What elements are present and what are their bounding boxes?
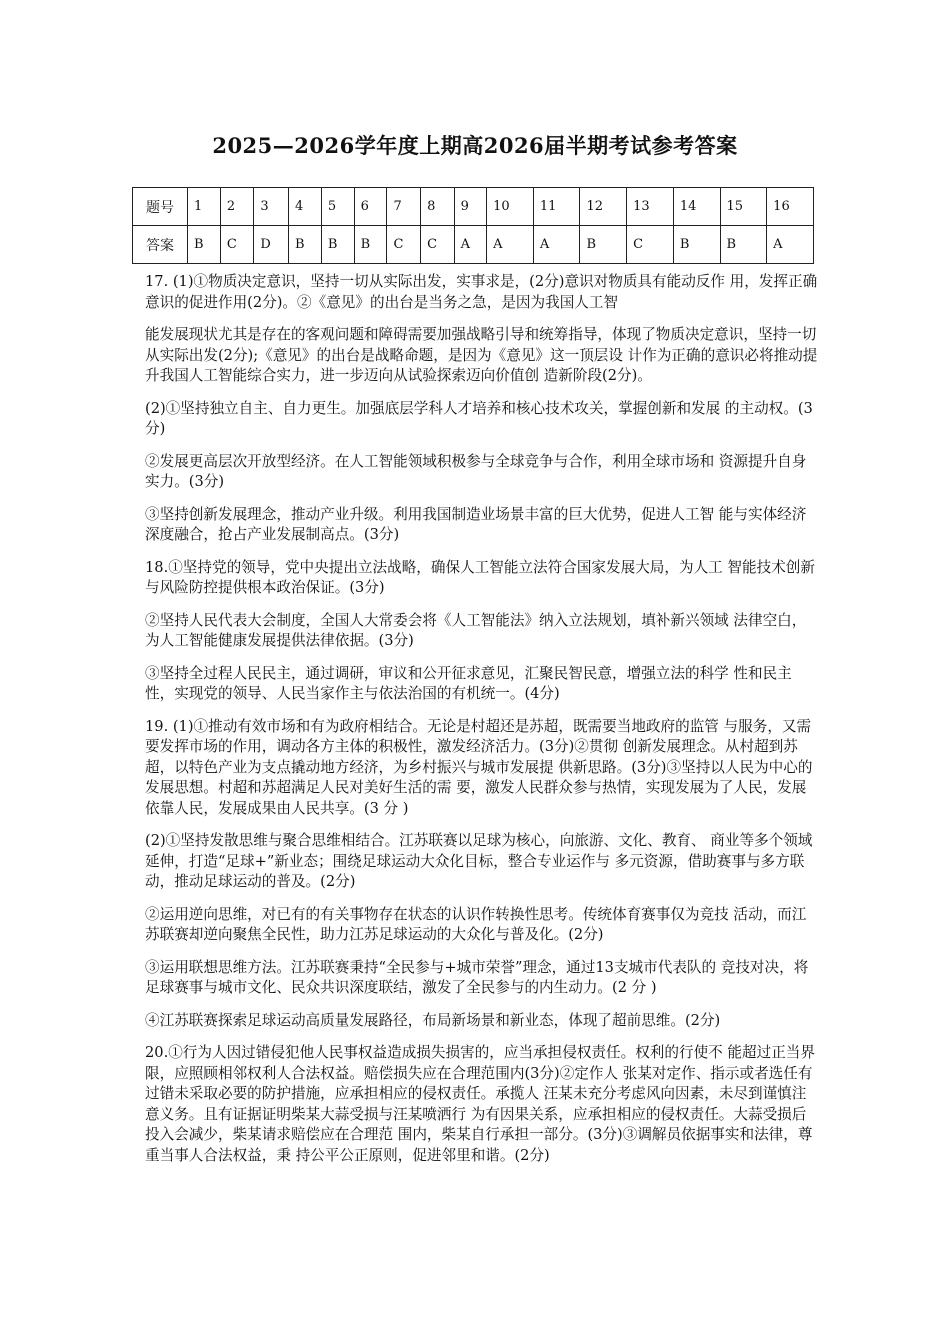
table-cell: B xyxy=(188,226,221,264)
paragraph-q19-part2-item2: ②运用逆向思维，对已有的有关事物存在状态的认识作转换性思考。传统体育赛事仅为竞技 活动，而江苏联赛却逆向聚焦全民性，助力江苏足球运动的大众化与普及化。(2分) xyxy=(145,905,807,943)
table-cell: 15 xyxy=(720,188,767,226)
paragraph-q19-part2-item4: ④江苏联赛探索足球运动高质量发展路径，布局新场景和新业态，体现了超前思维。(2分) xyxy=(145,1011,721,1029)
table-cell: B xyxy=(321,226,354,264)
table-cell: 8 xyxy=(421,188,455,226)
table-cell: 1 xyxy=(188,188,221,226)
table-row-numbers xyxy=(133,188,814,226)
row-header-answer: 答案 xyxy=(133,226,188,264)
paragraph-q17-part1-cont: 能发展现状尤其是存在的客观问题和障碍需要加强战略引导和统筹指导，体现了物质决定意识，坚持一切从实际出发(2分);《意见》的出台是战略命题，是因为《意见》这一顶层设 计作为正确的意识必将推动提升我国人工智能综合实力，进一步迈向从试验探索迈向价值创 造新阶段(2分)。 xyxy=(145,326,818,384)
table-cell: D xyxy=(254,226,289,264)
table-cell: C xyxy=(627,226,674,264)
table-cell: 4 xyxy=(288,188,321,226)
table-cell: 6 xyxy=(354,188,387,226)
table-cell: 7 xyxy=(387,188,421,226)
table-cell: B xyxy=(580,226,627,264)
paragraph-q18-item3: ③坚持全过程人民民主，通过调研，审议和公开征求意见，汇聚民智民意，增强立法的科学 性和民主性，实现党的领导、人民当家作主与依法治国的有机统一。(4分) xyxy=(145,664,792,702)
table-cell: 10 xyxy=(487,188,534,226)
table-cell: B xyxy=(720,226,767,264)
table-cell: 16 xyxy=(767,188,814,226)
table-cell: 14 xyxy=(673,188,720,226)
paragraph-q20: 20.①行为人因过错侵犯他人民事权益造成损失损害的，应当承担侵权责任。权利的行使不 能超过正当界限，应照顾相邻权利人合法权益。赔偿损失应在合理范围内(3分)②定作人 张某对定作、指示或者选任有过错未采取必要的防护措施，应承担相应的侵权责任。承揽人 汪某未充分考虑风向因素，未尽到谨慎注意义务。且有证据证明柴某大蒜受损与汪某喷洒行 为有因果关系，应承担相应的侵权责任。大蒜受损后投入会减少，柴某请求赔偿应在合理范 围内，柴某自行承担一部分。(3分)③调解员依据事实和法律，尊重当事人合法权益，秉 持公平公正原则，促进邻里和谐。(2分) xyxy=(145,1044,815,1164)
paragraph-q18-item1: 18.①坚持党的领导，党中央提出立法战略，确保人工智能立法符合国家发展大局，为人工 智能技术创新与风险防控提供根本政治保证。(3分) xyxy=(145,558,815,596)
table-cell: 2 xyxy=(220,188,254,226)
table-cell: B xyxy=(673,226,720,264)
table-cell: 3 xyxy=(254,188,289,226)
table-cell: A xyxy=(487,226,534,264)
table-cell: A xyxy=(454,226,486,264)
table-cell: A xyxy=(767,226,814,264)
table-cell: A xyxy=(533,226,580,264)
table-cell: 13 xyxy=(627,188,674,226)
table-cell: B xyxy=(354,226,387,264)
table-cell: C xyxy=(387,226,421,264)
paragraph-q18-item2: ②坚持人民代表大会制度，全国人大常委会将《人工智能法》纳入立法规划，填补新兴领域 法律空白，为人工智能健康发展提供法律依据。(3分) xyxy=(145,611,807,649)
table-cell: 11 xyxy=(533,188,580,226)
paragraph-q17-part1: 17. (1)①物质决定意识，坚持一切从实际出发，实事求是，(2分)意识对物质具有能动反作 用，发挥正确意识的促进作用(2分)。②《意见》的出台是当务之急，是因为我国人工智 xyxy=(145,273,818,311)
row-header-number: 题号 xyxy=(133,188,188,226)
paragraph-q19-part1: 19. (1)①推动有效市场和有为政府相结合。无论是村超还是苏超，既需要当地政府的监管 与服务，又需要发挥市场的作用，调动各方主体的积极性，激发经济活力。(3分)②贯彻 创新发展理念。从村超到苏超，以特色产业为支点撬动地方经济，为乡村振兴与城市发展提 供新思路。(3分)③坚持以人民为中心的发展思想。村超和苏超满足人民对美好生活的需 要，激发人民群众参与热情，实现发展为了人民，发展依靠人民，发展成果由人民共享。(3 分 ) xyxy=(145,717,813,817)
paragraph-q17-part2-item3: ③坚持创新发展理念，推动产业升级。利用我国制造业场景丰富的巨大优势，促进人工智 能与实体经济深度融合，抢占产业发展制高点。(3分) xyxy=(145,505,807,543)
table-cell: 12 xyxy=(580,188,627,226)
answer-body xyxy=(145,272,820,1178)
table-cell: 9 xyxy=(454,188,486,226)
table-cell: C xyxy=(421,226,455,264)
table-cell: B xyxy=(288,226,321,264)
table-cell: C xyxy=(220,226,254,264)
answer-table xyxy=(132,187,814,264)
paragraph-q19-part2-item3: ③运用联想思维方法。江苏联赛秉持“全民参与+城市荣誉”理念，通过13支城市代表队的 竞技对决，将足球赛事与城市文化、民众共识深度联结，激发了全民参与的内生动力。(2 分 ) xyxy=(145,958,809,996)
table-row-answers xyxy=(133,226,814,264)
paragraph-q17-part2-item1: (2)①坚持独立自主、自力更生。加强底层学科人才培养和核心技术攻关，掌握创新和发展 的主动权。(3分) xyxy=(145,399,813,437)
paragraph-q19-part2-item1: (2)①坚持发散思维与聚合思维相结合。江苏联赛以足球为核心，向旅游、文化、教育、 商业等多个领域延伸，打造“足球+”新业态；围绕足球运动大众化目标，整合专业运作与 多元资源，借助赛事与多方联动，推动足球运动的普及。(2分) xyxy=(145,832,813,890)
paragraph-q17-part2-item2: ②发展更高层次开放型经济。在人工智能领域积极参与全球竞争与合作，利用全球市场和 资源提升自身实力。(3分) xyxy=(145,452,807,490)
table-cell: 5 xyxy=(321,188,354,226)
page-title: 2025—2026学年度上期高2026届半期考试参考答案 xyxy=(212,133,738,158)
